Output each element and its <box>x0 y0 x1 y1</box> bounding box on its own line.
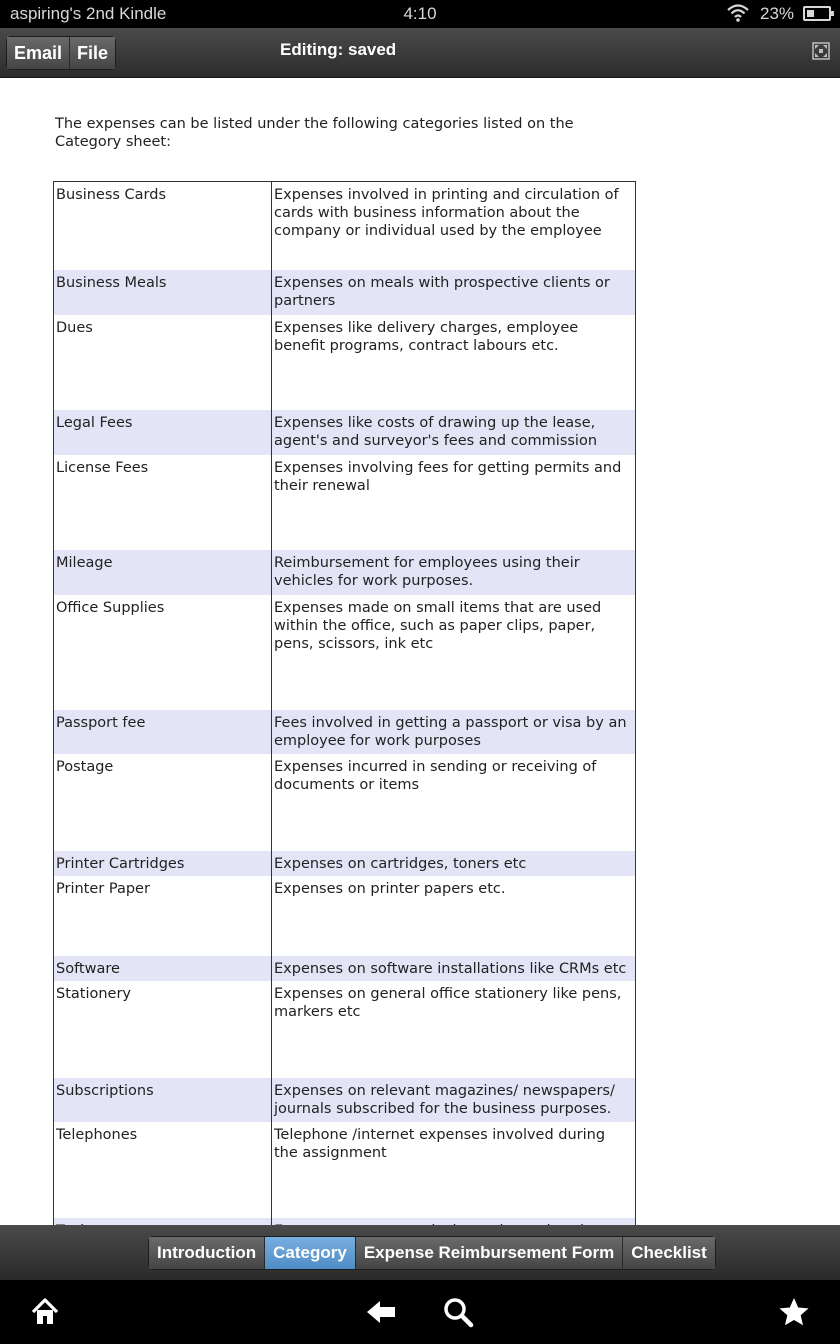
search-icon[interactable] <box>442 1296 474 1328</box>
category-cell[interactable]: Postage <box>54 754 272 851</box>
category-cell[interactable]: Subscriptions <box>54 1078 272 1122</box>
tab-introduction[interactable]: Introduction <box>149 1237 264 1269</box>
table-row <box>54 182 636 270</box>
description-cell[interactable]: Reimbursement for employees using their vehicles for work purposes. <box>272 550 636 595</box>
table-row <box>54 956 636 981</box>
description-cell[interactable]: Expenses involved in printing and circulation of cards with business information about the company or individual used by the employee <box>274 187 619 239</box>
category-cell[interactable]: Dues <box>54 315 272 410</box>
description-cell[interactable]: Fees involved in getting a passport or visa by an employee for work purposes <box>272 710 636 754</box>
fullscreen-icon[interactable] <box>812 42 830 60</box>
category-cell[interactable]: Printer Cartridges <box>54 851 272 876</box>
table-row <box>54 410 636 455</box>
table-row <box>54 595 636 710</box>
category-table <box>53 181 636 1278</box>
nav-bar <box>0 1280 840 1344</box>
category-cell[interactable]: Software <box>54 956 272 981</box>
back-icon[interactable] <box>365 1296 397 1328</box>
table-row <box>54 876 636 956</box>
description-cell[interactable]: Telephone /internet expenses involved during the assignment <box>274 1126 606 1161</box>
sheet-tabs <box>148 1236 716 1270</box>
clock: 4:10 <box>403 4 437 23</box>
description-cell[interactable]: Expenses on meals with prospective clients or partners <box>272 270 636 315</box>
file-button[interactable]: File <box>69 37 115 69</box>
table-row <box>54 315 636 410</box>
table-row <box>54 981 636 1078</box>
category-cell[interactable]: Business Meals <box>54 270 272 315</box>
category-cell[interactable]: Office Supplies <box>54 595 272 710</box>
favorites-icon[interactable] <box>778 1296 810 1328</box>
category-cell[interactable]: Printer Paper <box>54 876 272 956</box>
document-view[interactable] <box>0 78 840 1225</box>
table-row <box>54 1078 636 1122</box>
description-cell[interactable]: Expenses incurred in sending or receiving of documents or items <box>274 758 597 793</box>
description-cell[interactable]: Expenses on general office stationery like pens, markers etc <box>274 985 622 1020</box>
description-cell[interactable]: Expenses on software installations like CRMs etc <box>272 956 636 981</box>
table-row <box>54 1122 636 1218</box>
action-button-group <box>6 36 116 70</box>
table-row <box>54 270 636 315</box>
email-button[interactable]: Email <box>7 37 69 69</box>
table-row <box>54 754 636 851</box>
tab-category[interactable]: Category <box>264 1237 355 1269</box>
category-cell[interactable]: Business Cards <box>54 182 272 270</box>
category-cell[interactable]: Passport fee <box>54 710 272 754</box>
tab-expense-reimbursement-form[interactable]: Expense Reimbursement Form <box>355 1237 622 1269</box>
description-cell[interactable]: Expenses like delivery charges, employee benefit programs, contract labours etc. <box>274 319 579 354</box>
description-cell[interactable]: Expenses made on small items that are used within the office, such as paper clips, paper, pens, scissors, ink etc <box>274 599 602 652</box>
intro-text: The expenses can be listed under the following categories listed on the Category sheet: <box>55 116 574 150</box>
wifi-icon <box>726 3 750 23</box>
category-cell[interactable]: License Fees <box>54 455 272 550</box>
category-cell[interactable]: Legal Fees <box>54 410 272 455</box>
status-bar <box>0 0 840 28</box>
table-row <box>54 550 636 595</box>
table-row <box>54 710 636 754</box>
description-cell[interactable]: Expenses on cartridges, toners etc <box>272 851 636 876</box>
category-cell[interactable]: Mileage <box>54 550 272 595</box>
description-cell[interactable]: Expenses involving fees for getting permits and their renewal <box>274 459 622 494</box>
sheet-tab-bar <box>0 1225 840 1280</box>
description-cell[interactable]: Expenses on relevant magazines/ newspapers/ journals subscribed for the business purposes. <box>272 1078 636 1122</box>
action-bar <box>0 28 840 78</box>
table-row <box>54 851 636 876</box>
description-cell[interactable]: Expenses like costs of drawing up the lease, agent's and surveyor's fees and commission <box>272 410 636 455</box>
table-row <box>54 455 636 550</box>
tab-checklist[interactable]: Checklist <box>622 1237 715 1269</box>
device-name: aspiring's 2nd Kindle <box>10 4 167 23</box>
category-cell[interactable]: Telephones <box>54 1122 272 1218</box>
category-cell[interactable]: Stationery <box>54 981 272 1078</box>
battery-percent: 23% <box>760 4 795 23</box>
battery-icon <box>803 6 831 21</box>
description-cell[interactable]: Expenses on printer papers etc. <box>274 880 506 897</box>
home-icon[interactable] <box>29 1296 61 1328</box>
editing-status: Editing: saved <box>280 40 397 59</box>
